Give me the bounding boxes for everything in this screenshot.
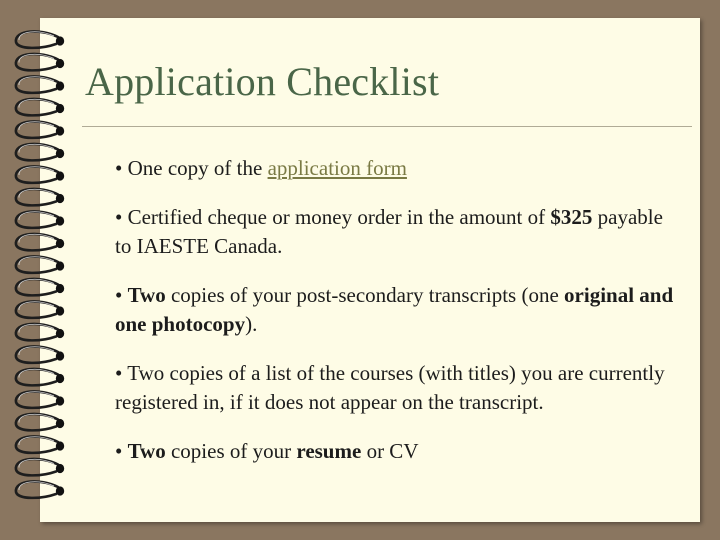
binding-ring bbox=[16, 279, 64, 295]
binding-ring bbox=[16, 414, 64, 430]
item-text: • Two copies of a list of the courses (with titles) you are currently registered in, if it does not appear on the transcript. bbox=[115, 361, 665, 414]
binding-ring bbox=[16, 436, 64, 452]
binding-ring bbox=[16, 324, 64, 340]
item-text: • bbox=[115, 439, 128, 463]
item-text: ). bbox=[245, 312, 258, 336]
slide-title: Application Checklist bbox=[85, 59, 440, 104]
item-text: copies of your post-secondary transcripts (one bbox=[165, 283, 565, 307]
binding-ring bbox=[16, 346, 64, 362]
list-item-resume bbox=[115, 437, 675, 466]
binding-ring bbox=[16, 144, 64, 160]
item-text: or CV bbox=[361, 439, 419, 463]
list-item-transcripts bbox=[115, 281, 675, 339]
list-item-application-form bbox=[115, 154, 675, 183]
binding-ring bbox=[16, 391, 64, 407]
binding-ring bbox=[16, 481, 64, 497]
binding-ring bbox=[16, 459, 64, 475]
list-item-course-list bbox=[115, 359, 675, 417]
binding-ring bbox=[16, 234, 64, 250]
binding-ring bbox=[16, 166, 64, 182]
item-bold: resume bbox=[296, 439, 362, 463]
item-text: payable to IAESTE Canada. bbox=[115, 205, 663, 258]
item-bold: Two bbox=[127, 283, 166, 307]
checklist bbox=[115, 154, 675, 486]
item-text: • One copy of the bbox=[115, 156, 268, 180]
item-text: copies of your bbox=[165, 439, 297, 463]
title-divider bbox=[82, 126, 692, 127]
item-text: • bbox=[115, 283, 128, 307]
binding-ring bbox=[16, 54, 64, 70]
binding-ring bbox=[16, 369, 64, 385]
binding-ring bbox=[16, 211, 64, 227]
binding-ring bbox=[16, 189, 64, 205]
binding-ring bbox=[16, 76, 64, 92]
item-text: • Certified cheque or money order in the amount of bbox=[115, 205, 551, 229]
spiral-binding bbox=[0, 0, 80, 540]
item-bold-amount: $325 bbox=[550, 205, 593, 229]
binding-ring bbox=[16, 31, 64, 47]
application-form-link[interactable]: application form bbox=[267, 156, 407, 180]
binding-ring bbox=[16, 121, 64, 137]
binding-ring bbox=[16, 256, 64, 272]
item-bold: Two bbox=[127, 439, 166, 463]
list-item-payment bbox=[115, 203, 675, 261]
binding-ring bbox=[16, 99, 64, 115]
item-bold: original and one photocopy bbox=[115, 283, 674, 336]
binding-ring bbox=[16, 301, 64, 317]
